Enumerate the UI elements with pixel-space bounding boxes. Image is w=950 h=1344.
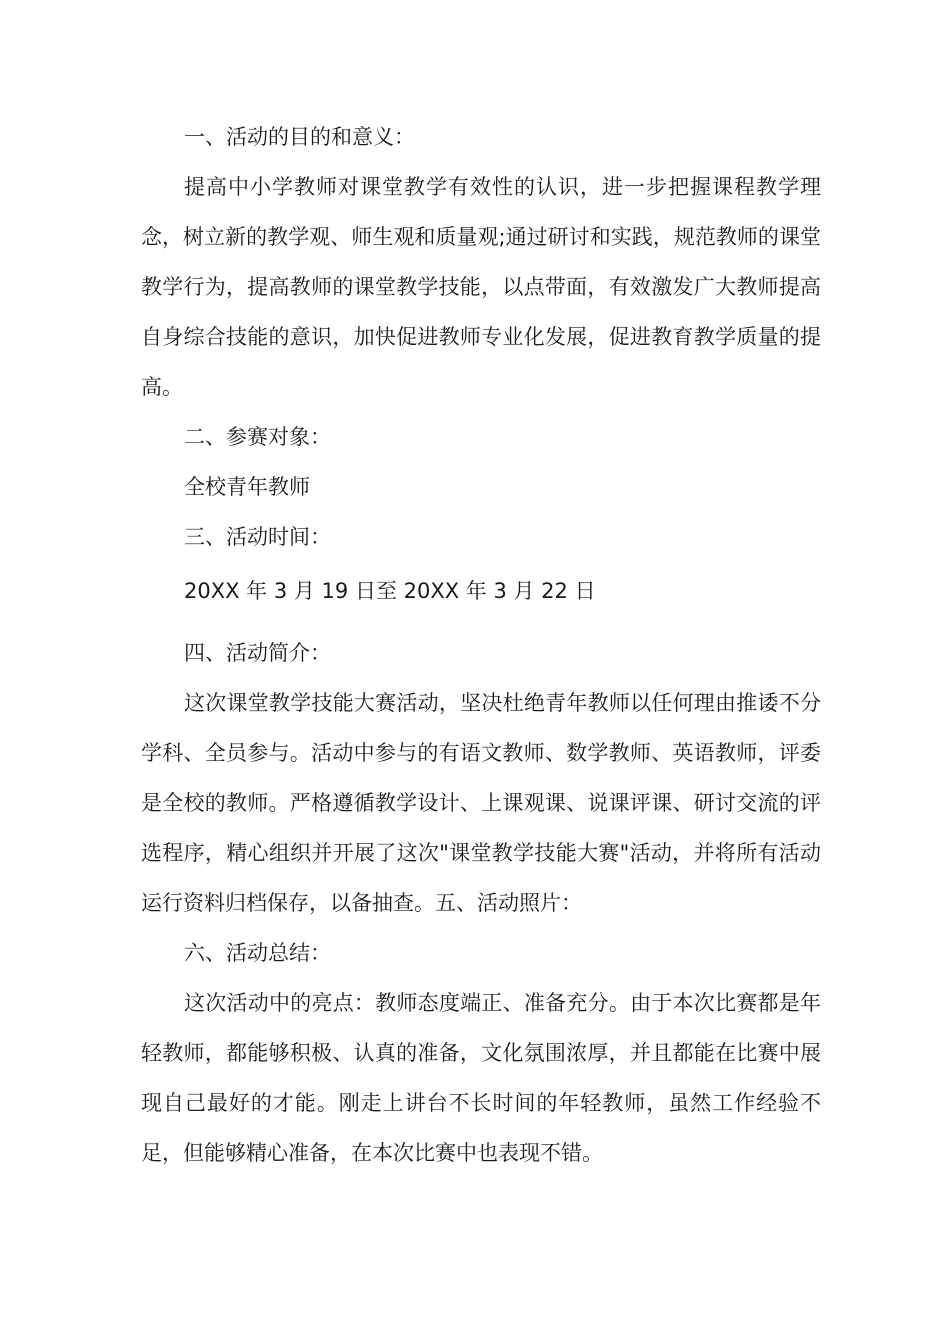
paragraph-purpose: 提高中小学教师对课堂教学有效性的认识，进一步把握课程教学理念，树立新的教学观、师生观和质量观;通过研讨和实践，规范教师的课堂教学行为，提高教师的课堂教学技能，以点带面，有效激发广大教师提高自身综合技能的意识，加快促进教师专业化发展，促进教育教学质量的提高。 (141, 175, 821, 399)
spacer (141, 620, 821, 628)
paragraph-participants: 全校青年教师 (184, 475, 310, 499)
section-heading-time: 三、活动时间： (184, 525, 331, 549)
paragraph-intro: 这次课堂教学技能大赛活动，坚决杜绝青年教师以任何理由推诿不分学科、全员参与。活动中参与的有语文教师、数学教师、英语教师，评委是全校的教师。严格遵循教学设计、上课观课、说课评课、研讨交流的评选程序，精心组织并开展了这次"课堂教学技能大赛"活动，并将所有活动运行资料归档保存，以备抽查。五、活动照片： (141, 691, 821, 915)
section-heading-intro: 四、活动简介： (184, 641, 331, 665)
document-page (141, 112, 821, 1178)
section-heading-summary: 六、活动总结： (184, 941, 331, 965)
section-heading-participants: 二、参赛对象： (184, 425, 331, 449)
paragraph-summary: 这次活动中的亮点：教师态度端正、准备充分。由于本次比赛都是年轻教师，都能够积极、认真的准备，文化氛围浓厚，并且都能在比赛中展现自己最好的才能。刚走上讲台不长时间的年轻教师，虽然工作经验不足，但能够精心准备，在本次比赛中也表现不错。 (141, 991, 821, 1165)
section-heading-purpose: 一、活动的目的和意义： (184, 125, 415, 149)
paragraph-time: 20XX 年 3 月 19 日至 20XX 年 3 月 22 日 (184, 579, 596, 603)
